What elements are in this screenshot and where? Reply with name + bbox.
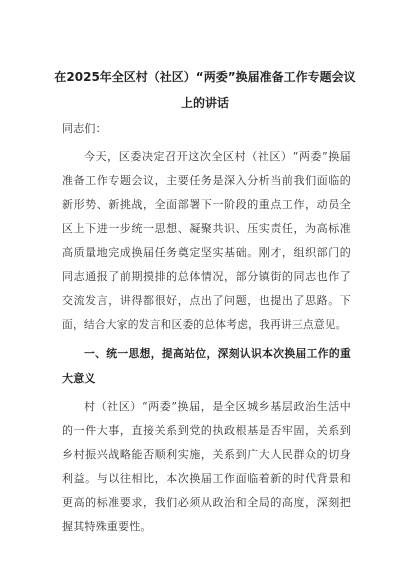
document-title-line-1: 在2025年全区村（社区）“两委”换届准备工作专题会议 <box>54 70 356 84</box>
paragraph-1-line: 交流发言，讲得都很好，点出了问题，也提出了思路。下 <box>62 294 351 307</box>
paragraph-2-line: 利益。与以往相比，本次换届工作面临着新的时代背景和 <box>62 472 351 485</box>
paragraph-2-line: 村（社区）“两委”换届，是全区城乡基层政治生活中 <box>84 400 351 413</box>
paragraph-1-line: 面，结合大家的发言和区委的总体考虑，我再讲三点意见。 <box>62 318 347 331</box>
paragraph-2-line: 乡村振兴战略能否顺利实施，关系到广大人民群众的切身 <box>62 448 351 461</box>
paragraph-1-line: 新形势、新挑战，全面部署下一阶段的重点工作，动员全 <box>62 198 351 211</box>
salutation: 同志们： <box>62 122 107 135</box>
paragraph-1-line: 今天，区委决定召开这次全区村（社区）“两委”换届 <box>84 150 351 163</box>
paragraph-1-line: 区上下进一步统一思想、凝聚共识、压实责任，为高标准 <box>62 222 351 235</box>
paragraph-2-line: 的一件大事，直接关系到党的执政根基是否牢固，关系到 <box>62 424 351 437</box>
section-heading-1-line: 一、统一思想，提高站位，深刻认识本次换届工作的重 <box>84 347 351 360</box>
paragraph-1-line: 准备工作专题会议，主要任务是深入分析当前我们面临的 <box>62 174 351 187</box>
paragraph-1-line: 同志通报了前期摸排的总体情况，部分镇街的同志也作了 <box>62 270 351 283</box>
paragraph-2-line: 握其特殊重要性。 <box>62 520 152 533</box>
document-title-line-2: 上的讲话 <box>180 96 229 110</box>
paragraph-2-line: 更高的标准要求，我们必须从政治和全局的高度，深刻把 <box>62 496 351 509</box>
paragraph-1-line: 高质量地完成换届任务奠定坚实基础。刚才，组织部门的 <box>62 246 351 259</box>
section-heading-1-line: 大意义 <box>62 372 96 385</box>
